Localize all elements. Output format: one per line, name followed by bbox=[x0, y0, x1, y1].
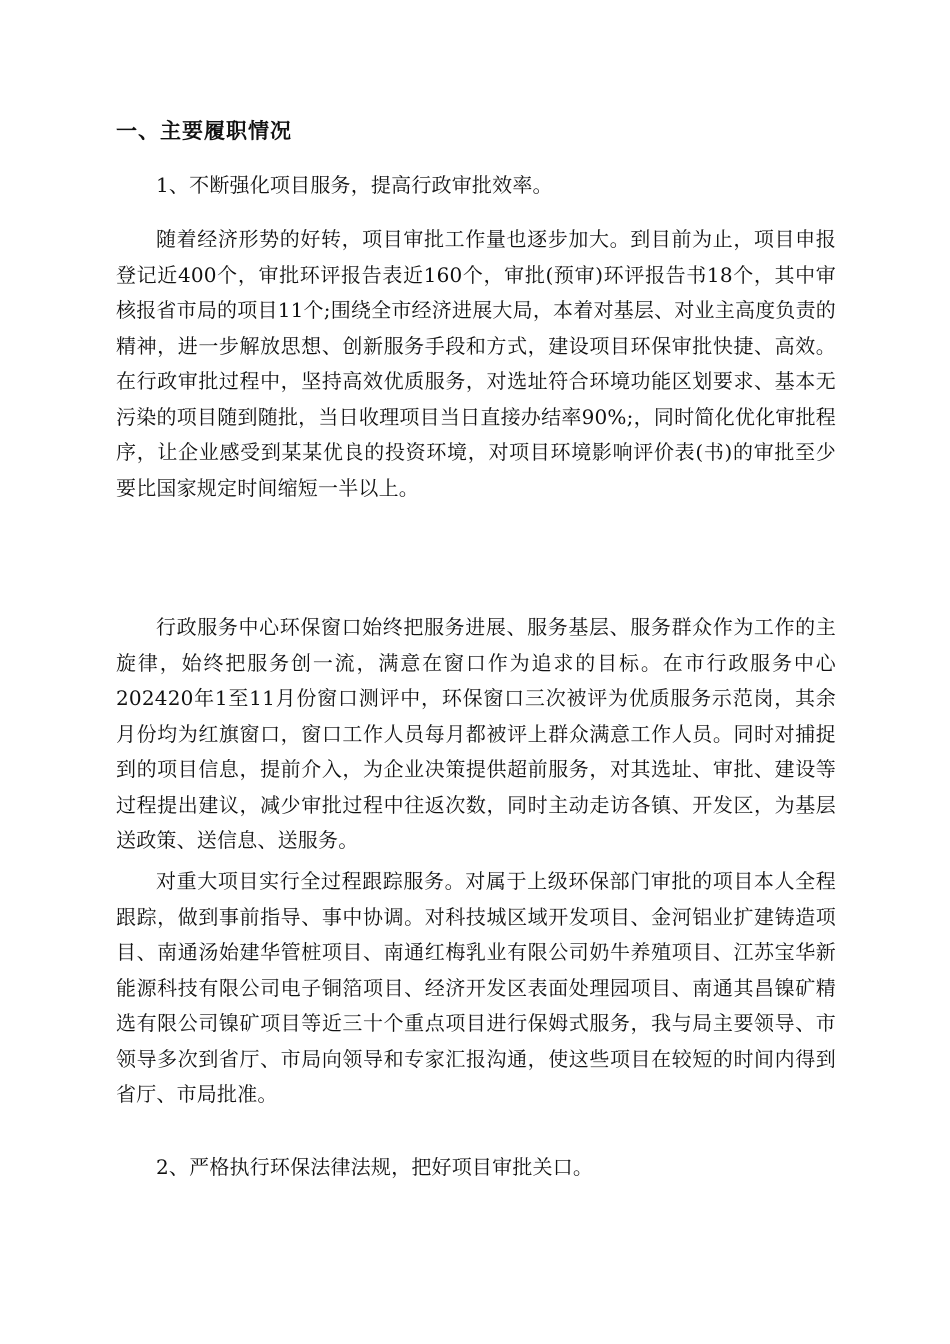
paragraph-major-projects: 对重大项目实行全过程跟踪服务。对属于上级环保部门审批的项目本人全程跟踪，做到事前指导、事中协调。对科技城区域开发项目、金河铝业扩建铸造项目、南通汤始建华管桩项目、南通红梅乳业有限公司奶牛养殖项目、江苏宝华新能源科技有限公司电子铜箔项目、经济开发区表面处理园项目、南通其昌镍矿精选有限公司镍矿项目等近三十个重点项目进行保姆式服务，我与局主要领导、市领导多次到省厅、市局向领导和专家汇报沟通，使这些项目在较短的时间内得到省厅、市局批准。 bbox=[116, 869, 836, 1106]
paragraph-service-window: 行政服务中心环保窗口始终把服务进展、服务基层、服务群众作为工作的主旋律，始终把服务创一流，满意在窗口作为追求的目标。在市行政服务中心202420年1至11月份窗口测评中，环保窗口三次被评为优质服务示范岗，其余月份均为红旗窗口，窗口工作人员每月都被评上群众满意工作人员。同时对捕捉到的项目信息，提前介入，为企业决策提供超前服务，对其选址、审批、建设等过程提出建议，减少审批过程中往返次数，同时主动走访各镇、开发区，为基层送政策、送信息、送服务。 bbox=[116, 615, 836, 852]
subsection-title-2: 2、严格执行环保法律法规，把好项目审批关口。 bbox=[156, 1155, 594, 1179]
paragraph-approval-efficiency: 随着经济形势的好转，项目审批工作量也逐步加大。到目前为止，项目申报登记近400个，审批环评报告表近160个，审批(预审)环评报告书18个，其中审核报省市局的项目11个;围绕全市经济进展大局，本着对基层、对业主高度负责的精神，进一步解放思想、创新服务手段和方式，建设项目环保审批快捷、高效。在行政审批过程中，坚持高效优质服务，对选址符合环境功能区划要求、基本无污染的项目随到随批，当日收理项目当日直接办结率90%;，同时简化优化审批程序，让企业感受到某某优良的投资环境，对项目环境影响评价表(书)的审批至少要比国家规定时间缩短一半以上。 bbox=[116, 227, 836, 500]
section-heading: 一、主要履职情况 bbox=[116, 119, 292, 143]
subsection-title-1: 1、不断强化项目服务，提高行政审批效率。 bbox=[156, 173, 553, 197]
